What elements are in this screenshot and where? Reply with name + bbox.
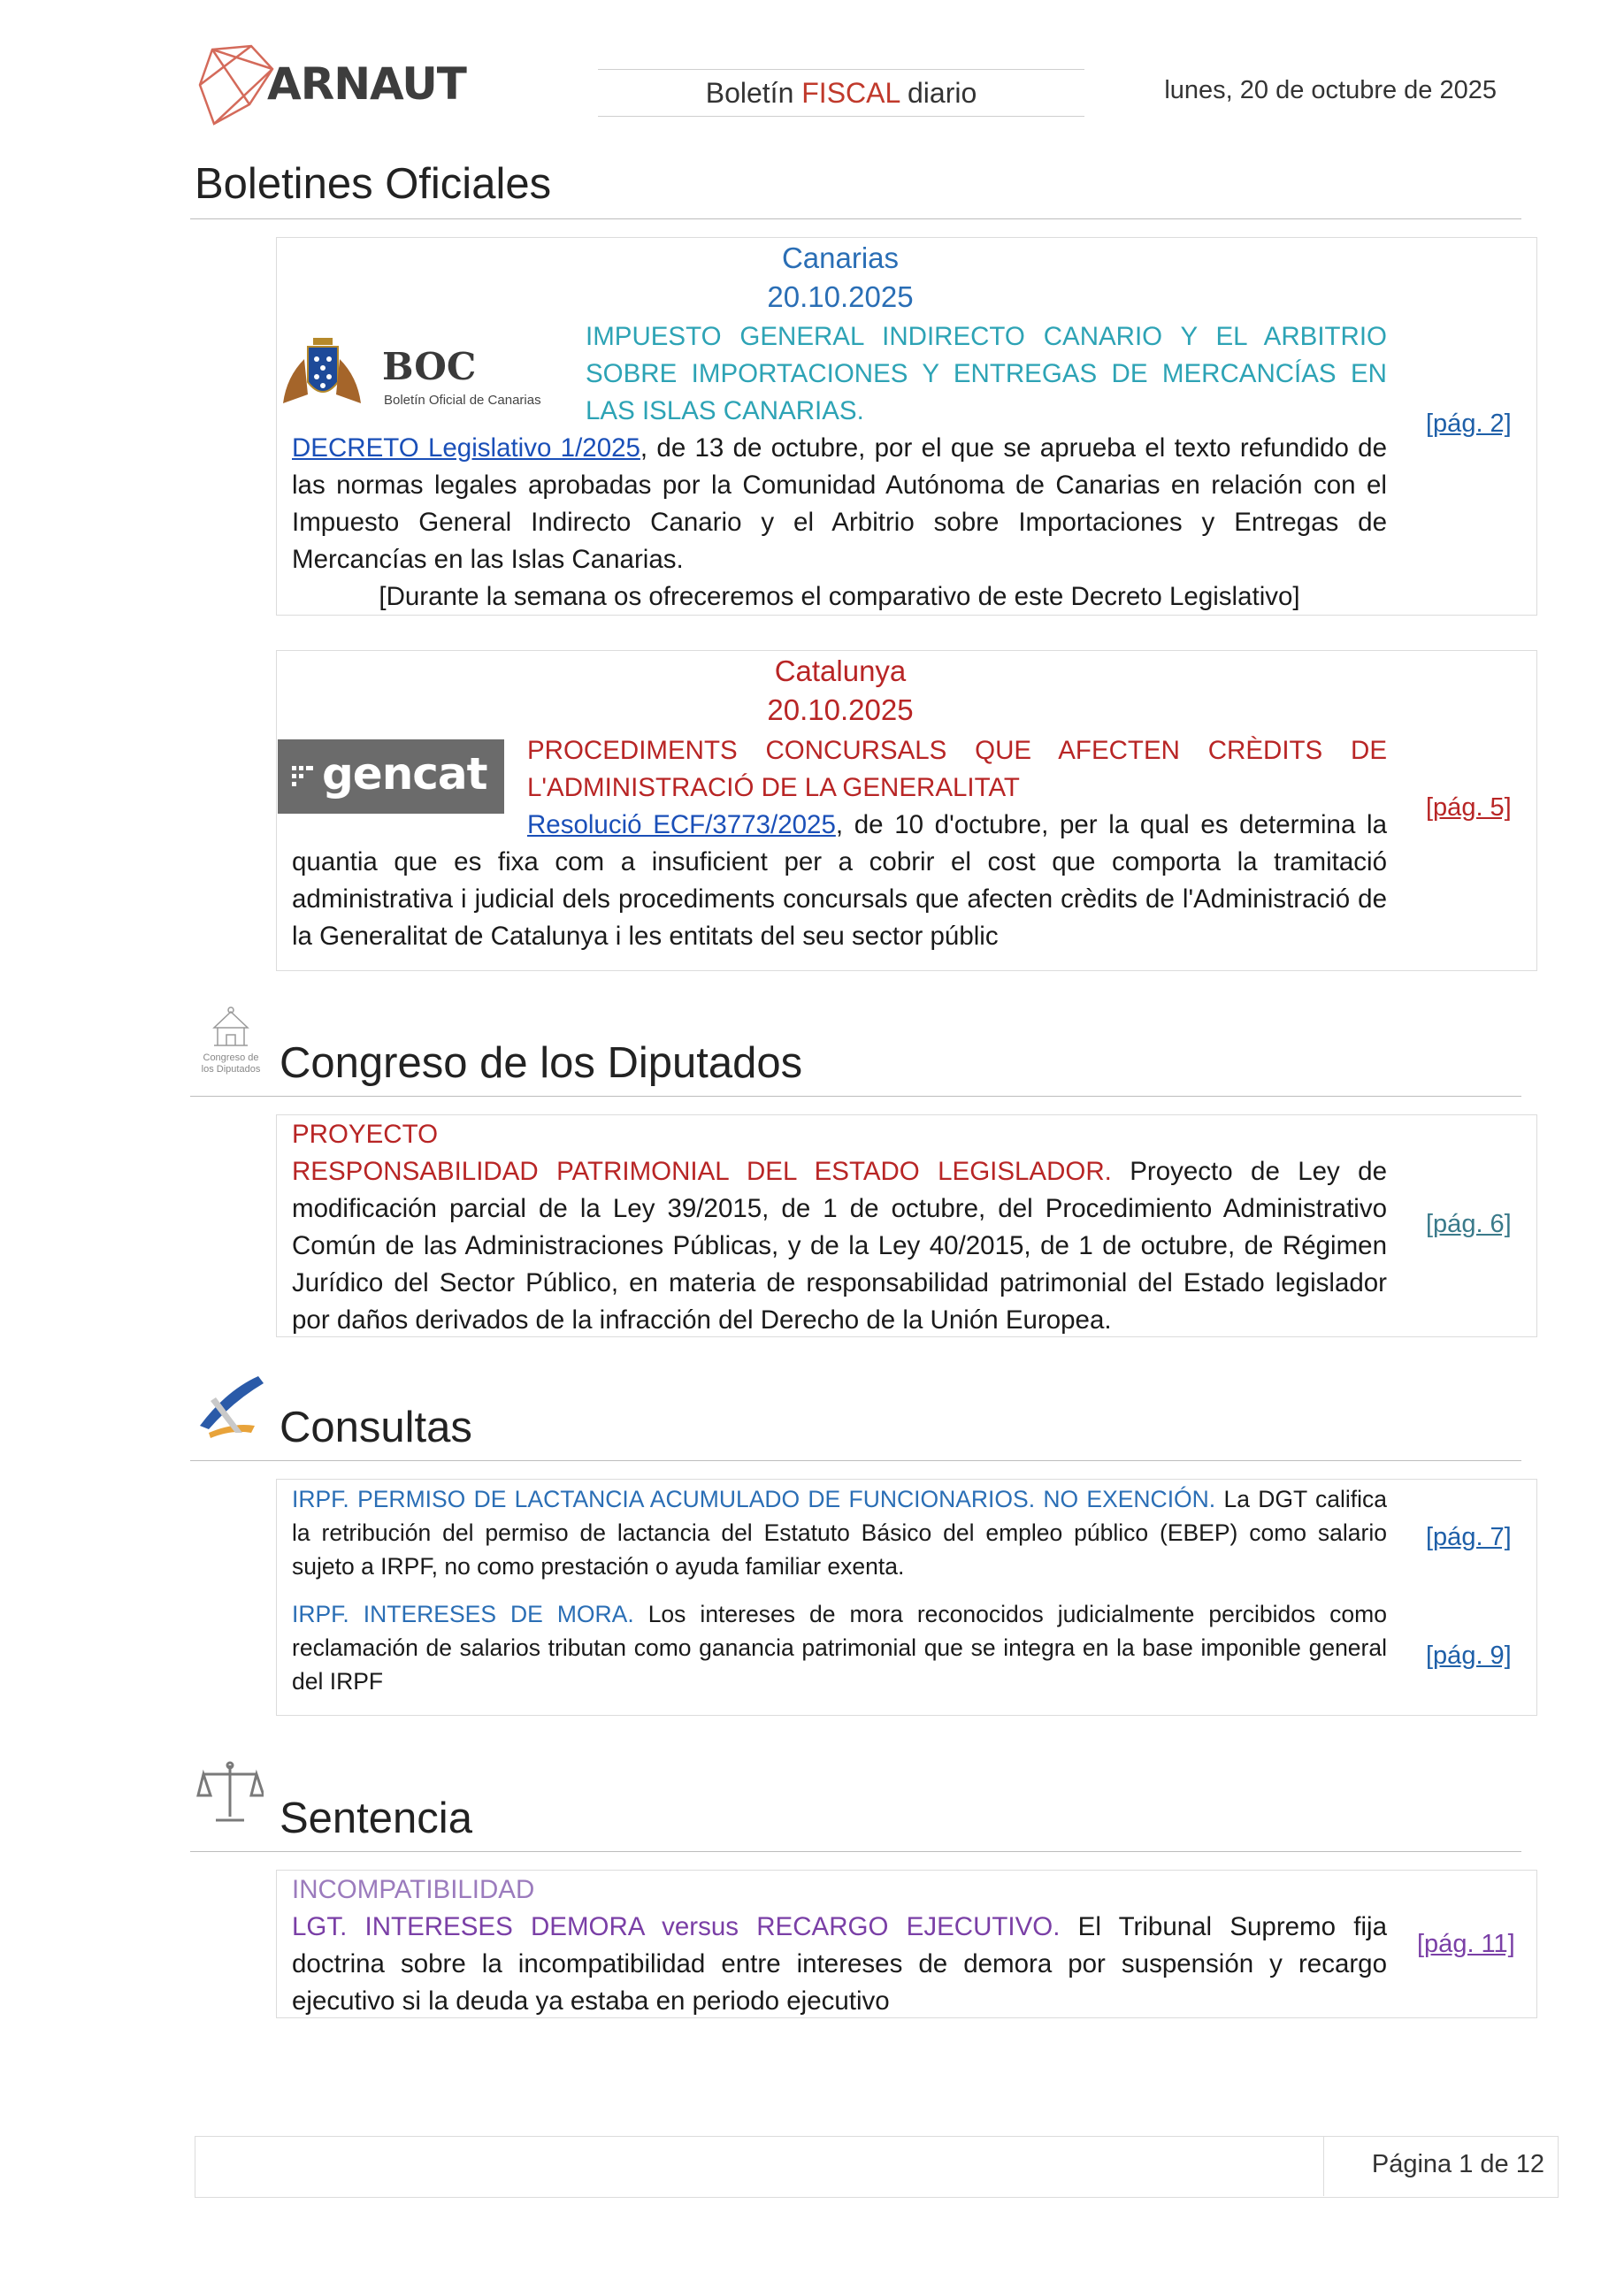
catalunya-page-link[interactable]: [pág. 5]: [1426, 793, 1512, 822]
section-title-sentencia: Sentencia: [280, 1795, 472, 1842]
boc-logo: [278, 329, 561, 417]
logo-text: ARNAUT: [267, 58, 466, 110]
gencat-logo: [278, 739, 504, 814]
catalunya-region: Catalunya: [774, 654, 907, 687]
bulletin-title: [598, 69, 1084, 117]
section-title-boletines: Boletines Oficiales: [195, 160, 552, 208]
section-rule: [190, 218, 1521, 219]
congreso-icon-caption: Congreso de los Diputados: [201, 1052, 261, 1075]
consulta-1-page-link[interactable]: [pág. 7]: [1426, 1523, 1512, 1551]
catalunya-heading: PROCEDIMENTS CONCURSALS QUE AFECTEN CRÈDITS DE L'ADMINISTRACIÓ DE LA GENERALITAT: [527, 736, 1387, 802]
sentencia-body-text: El Tribunal Supremo fija doctrina sobre la incompatibilidad entre intereses de demora por suspensión y recargo ejecutivo si la deuda ya estaba en periodo ejecutivo: [292, 1912, 1388, 2016]
sentencia-body: [292, 1909, 1387, 2020]
section-title-consultas: Consultas: [280, 1404, 472, 1451]
congreso-icon: [200, 1005, 262, 1081]
scales-of-justice-icon: [196, 1760, 264, 1825]
consulta-1-body: La DGT califica la retribución del permiso de lactancia del Estatuto Básico del empleo público (EBEP) como salario sujeto a IRPF, no como prestación o ayuda familiar exenta.: [292, 1486, 1387, 1580]
footer-divider: [1323, 2136, 1324, 2196]
catalunya-body-text: , de 10 d'octubre, per la qual es determina la quantia que es fixa com a insuficient per a cobrir el cost que comporta la tramitació administrativa i judicial dels procediments concursals que afecten crèdits de l'Administració de la Generalitat de Catalunya i les entitats del seu sector públic: [292, 810, 1387, 951]
boc-logo-text: BOC: [382, 345, 477, 388]
section-rule: [190, 1096, 1521, 1097]
consulta-item: [292, 1597, 1387, 1698]
section-rule: [190, 1851, 1521, 1852]
sentencia-heading: LGT. INTERESES DEMORA versus RECARGO EJECUTIVO.: [292, 1912, 1061, 1941]
sentencia-page-link[interactable]: [pág. 11]: [1417, 1930, 1515, 1958]
canarias-region: Canarias: [781, 241, 900, 274]
agencia-tributaria-icon: [196, 1373, 267, 1440]
canarias-page-link[interactable]: [pág. 2]: [1426, 409, 1512, 438]
consulta-item: [292, 1482, 1387, 1583]
catalunya-resolucio-link[interactable]: Resolució ECF/3773/2025: [527, 810, 836, 839]
congreso-heading: RESPONSABILIDAD PATRIMONIAL DEL ESTADO LEGISLADOR.: [292, 1157, 1112, 1186]
arnaut-geometric-icon: [196, 42, 276, 131]
congreso-building-icon: [211, 1005, 251, 1049]
arnaut-logo: [196, 42, 466, 131]
consulta-1-heading: IRPF. PERMISO DE LACTANCIA ACUMULADO DE FUNCIONARIOS. NO EXENCIÓN.: [292, 1486, 1216, 1512]
consulta-2-page-link[interactable]: [pág. 9]: [1426, 1642, 1512, 1670]
canarias-date: 20.10.2025: [767, 280, 914, 313]
boc-logo-subtext: Boletín Oficial de Canarias: [384, 393, 541, 408]
canarias-body: [292, 430, 1387, 578]
section-title-congreso: Congreso de los Diputados: [280, 1039, 803, 1087]
congreso-category: PROYECTO: [292, 1120, 439, 1149]
gencat-dots-icon: [292, 764, 317, 789]
consulta-2-body: Los intereses de mora reconocidos judicialmente percibidos como reclamación de salarios tributan como ganancia patrimonial que se integra en la base imponible general del IRPF: [292, 1601, 1387, 1695]
footer: [195, 2136, 1559, 2198]
page-number: Página 1 de 12: [1371, 2150, 1544, 2178]
bulletin-prefix: Boletín: [705, 77, 794, 109]
canarias-decreto-link[interactable]: DECRETO Legislativo 1/2025: [292, 433, 640, 463]
canarias-heading: IMPUESTO GENERAL INDIRECTO CANARIO Y EL ARBITRIO SOBRE IMPORTACIONES Y ENTREGAS DE MERCANCÍAS EN LAS ISLAS CANARIAS.: [586, 322, 1387, 425]
canarias-note: [Durante la semana os ofreceremos el comparativo de este Decreto Legislativo]: [379, 582, 1300, 611]
congreso-body-text: Proyecto de Ley de modificación parcial de la Ley 39/2015, de 1 de octubre, del Procedimiento Administrativo Común de las Administraciones Públicas, y de la Ley 40/2015, de 1 de octubre, de Régimen Jurídico del Sector Público, en materia de responsabilidad patrimonial del Estado legislador por daños derivados de la infracción del Derecho de la Unión Europea.: [292, 1157, 1387, 1335]
catalunya-body: [292, 807, 1387, 955]
canarias-coat-of-arms-icon: [278, 333, 366, 416]
congreso-body: [292, 1153, 1387, 1339]
congreso-page-link[interactable]: [pág. 6]: [1426, 1210, 1512, 1238]
catalunya-date: 20.10.2025: [767, 693, 914, 726]
consulta-2-heading: IRPF. INTERESES DE MORA.: [292, 1601, 634, 1627]
canarias-body-text: , de 13 de octubre, por el que se aprueba el texto refundido de las normas legales aprobadas por la Comunidad Autónoma de Canarias en relación con el Impuesto General Indirecto Canario y el Arbitrio sobre Importaciones y Entregas de Mercancías en las Islas Canarias.: [292, 433, 1387, 574]
section-rule: [190, 1460, 1521, 1461]
bulletin-suffix: diario: [907, 77, 977, 109]
sentencia-category: INCOMPATIBILIDAD: [292, 1875, 535, 1904]
gencat-logo-text: gencat: [322, 748, 487, 800]
bulletin-fiscal: FISCAL: [801, 77, 900, 109]
header-date: lunes, 20 de octubre de 2025: [1164, 76, 1497, 104]
